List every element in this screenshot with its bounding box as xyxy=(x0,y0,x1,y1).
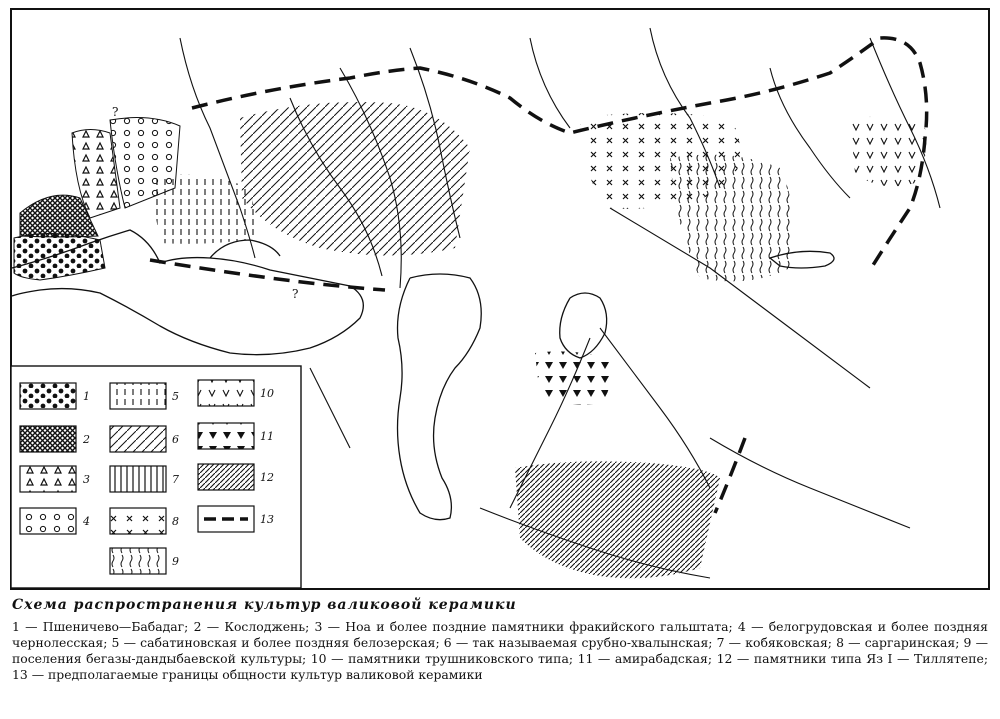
zone-10 xyxy=(850,117,926,187)
figure-caption xyxy=(12,597,988,683)
legend-swatch-chevrons xyxy=(198,380,254,406)
legend-number: 2 xyxy=(83,433,90,446)
legend-number: 12 xyxy=(260,471,274,484)
map-question-mark: ? xyxy=(292,287,299,301)
legend-number: 1 xyxy=(83,390,90,403)
legend-number: 3 xyxy=(83,473,90,486)
legend-swatch-filled-triangles xyxy=(198,423,254,449)
legend-number: 7 xyxy=(172,473,179,486)
map-area xyxy=(10,8,990,590)
legend-number: 5 xyxy=(172,390,179,403)
map-question-mark: ? xyxy=(112,105,119,119)
legend-number: 13 xyxy=(260,513,274,526)
legend xyxy=(11,366,301,588)
legend-number: 11 xyxy=(260,430,274,443)
legend-number: 10 xyxy=(260,387,274,400)
legend-swatch-vertical-dashes xyxy=(110,383,166,409)
legend-swatch-crosshatch xyxy=(20,426,76,452)
legend-swatch-wavy xyxy=(110,548,166,574)
legend-swatch-crosses xyxy=(110,508,166,534)
legend-swatch-triangles xyxy=(20,466,76,492)
legend-number: 6 xyxy=(172,433,179,446)
legend-swatch-dots xyxy=(20,383,76,409)
legend-swatch-vertical-lines xyxy=(110,466,166,492)
caption-title: Схема распространения культур валиковой керамики xyxy=(12,597,517,613)
legend-number: 4 xyxy=(83,515,90,528)
legend-swatch-dense-diagonal xyxy=(198,464,254,490)
legend-swatch-diagonal xyxy=(110,426,166,452)
legend-number: 8 xyxy=(172,515,179,528)
legend-swatch-circles xyxy=(20,508,76,534)
caption-legend-text: 1 — Пшеничево—Бабадаг; 2 — Кослоджень; 3 — Ноа и более поздние памятники фракийского гальштата; 4 — белогрудовская и более поздняя чернолесская; 5 — сабатиновская и более поздняя белозерская; 6 — так называемая срубно-хвалынская; 7 — кобяковская; 8 — саргаринская; 9 — поселения бегазы-дандыбаевской культуры; 10 — памятники трушниковского типа; 11 — амирабадская; 12 — памятники типа Яз I — Тиллятепе; 13 — предполагаемые границы общности культур валиковой керамики xyxy=(12,619,988,682)
zone-11 xyxy=(535,351,611,404)
legend-number: 9 xyxy=(172,555,179,568)
